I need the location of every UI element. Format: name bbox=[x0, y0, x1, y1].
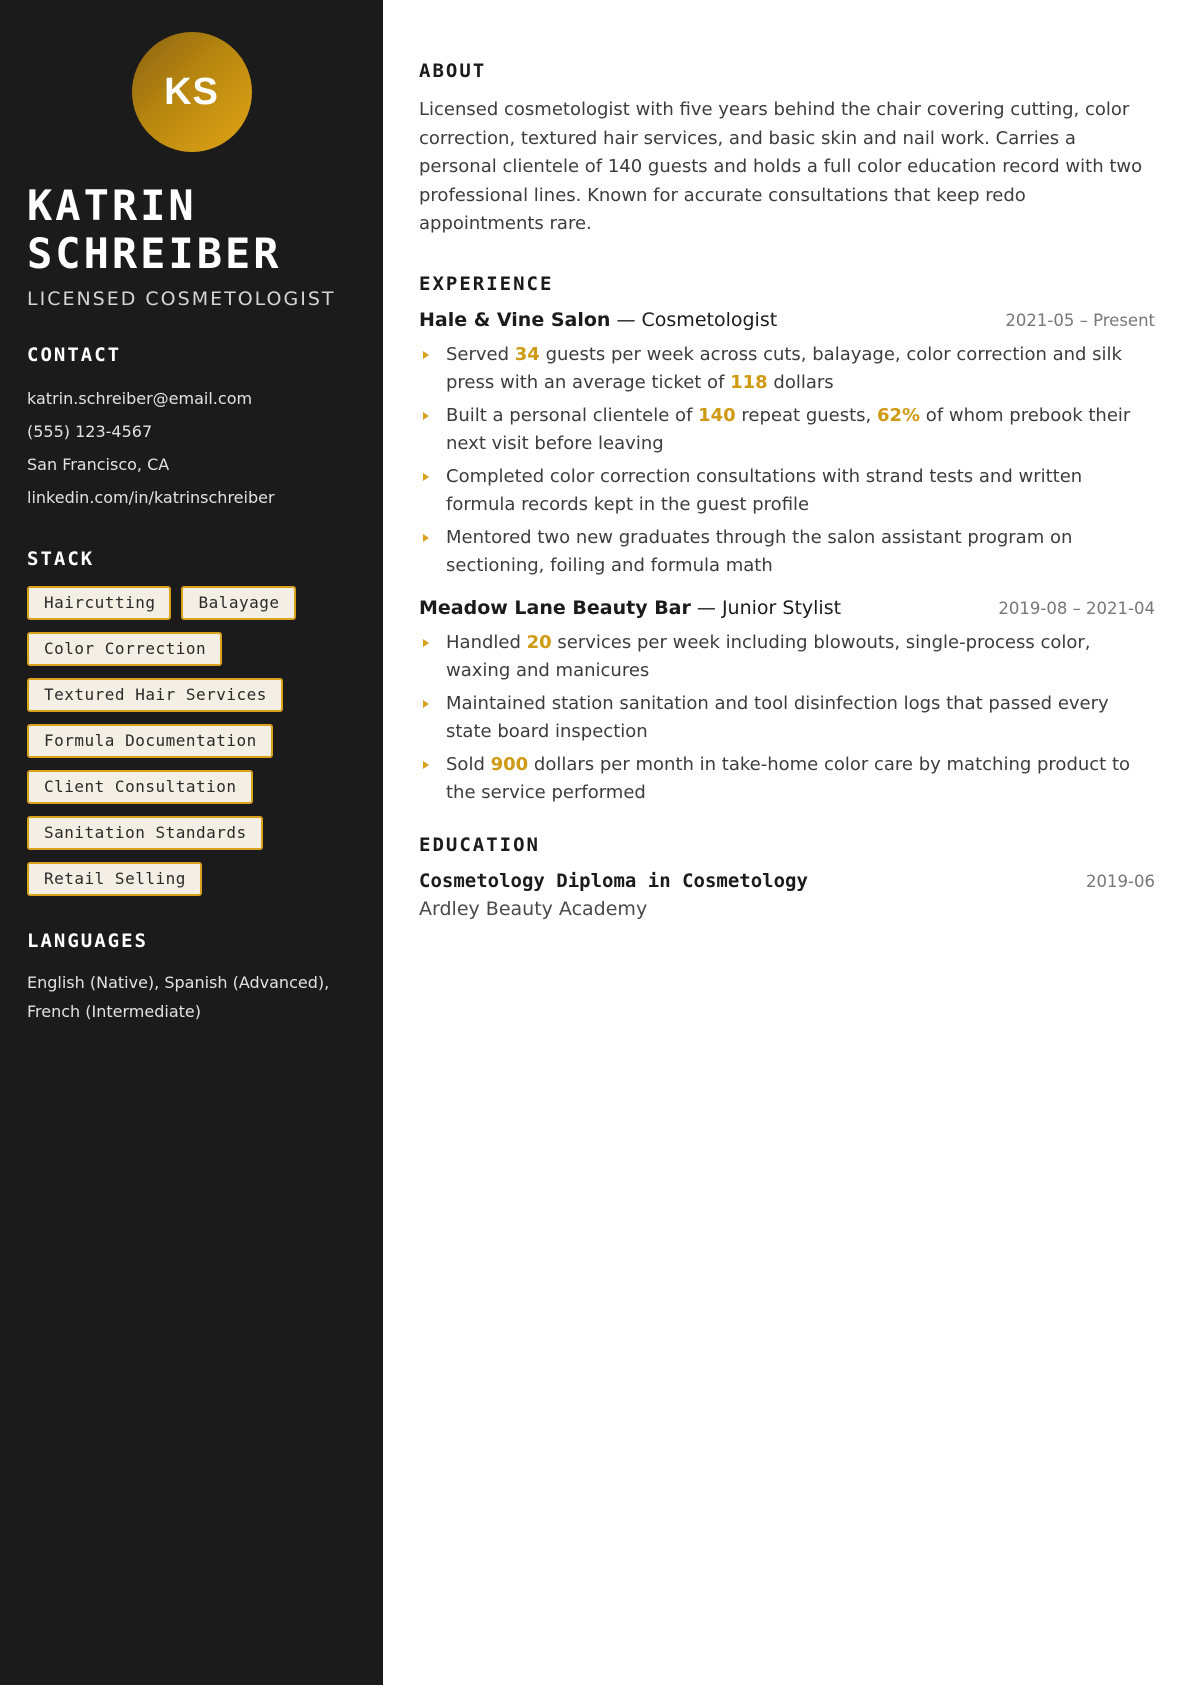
bullet-text: Built a personal clientele of bbox=[446, 404, 699, 426]
bullet-text: Mentored two new graduates through the salon assistant program on sectioning, foiling and formula math bbox=[446, 526, 1073, 576]
job-header bbox=[419, 309, 1155, 331]
education-degree: Cosmetology Diploma in Cosmetology bbox=[419, 869, 808, 892]
job-bullet bbox=[419, 463, 1155, 520]
bullet-arrow-icon bbox=[423, 351, 429, 359]
job-title bbox=[419, 309, 777, 331]
job-bullet bbox=[419, 629, 1155, 686]
skill-tags bbox=[27, 586, 356, 896]
languages-heading: LANGUAGES bbox=[27, 930, 148, 952]
education-header bbox=[419, 870, 1155, 892]
contact-location: San Francisco, CA bbox=[27, 455, 170, 474]
contact-linkedin[interactable]: linkedin.com/in/katrinschreiber bbox=[27, 488, 275, 507]
bullet-highlight: 900 bbox=[490, 753, 529, 775]
experience-heading: EXPERIENCE bbox=[419, 272, 554, 295]
bullet-arrow-icon bbox=[423, 534, 429, 542]
contact-heading: CONTACT bbox=[27, 344, 122, 366]
job-entry bbox=[419, 597, 1155, 808]
job-position: — Junior Stylist bbox=[690, 596, 842, 619]
bullet-text: Handled bbox=[446, 631, 527, 653]
avatar bbox=[132, 32, 252, 152]
bullet-text: Maintained station sanitation and tool disinfection logs that passed every state board inspection bbox=[446, 692, 1109, 742]
education-heading: EDUCATION bbox=[419, 833, 540, 856]
bullet-arrow-icon bbox=[423, 412, 429, 420]
bullet-text: of whom prebook their next visit before leaving bbox=[446, 404, 1131, 454]
name-line-last: SCHREIBER bbox=[27, 229, 282, 278]
bullet-highlight: 140 bbox=[698, 404, 736, 426]
bullet-text: Completed color correction consultations with strand tests and written formula records kept in the guest profile bbox=[446, 465, 1083, 515]
about-text: Licensed cosmetologist with five years behind the chair covering cutting, color correction, textured hair services, and basic skin and nail work. Carries a personal clientele of 140 guests and holds a full color education record with two professional lines. Known for accurate consultations that keep redo appointments rare. bbox=[419, 99, 1143, 234]
bullet-text: dollars bbox=[767, 372, 834, 393]
bullet-arrow-icon bbox=[423, 473, 429, 481]
skill-tag: Sanitation Standards bbox=[27, 816, 263, 850]
job-bullets bbox=[419, 341, 1155, 581]
job-header bbox=[419, 597, 1155, 619]
job-dates: 2021-05 – Present bbox=[1005, 310, 1155, 330]
job-bullet bbox=[419, 690, 1155, 747]
main-content bbox=[383, 0, 1191, 1685]
job-entry bbox=[419, 309, 1155, 581]
bullet-highlight: 62% bbox=[876, 404, 921, 426]
bullet-text: services per week including blowouts, single-process color, waxing and manicures bbox=[446, 631, 1091, 681]
bullet-arrow-icon bbox=[423, 639, 429, 647]
skill-tag: Haircutting bbox=[27, 586, 171, 620]
sidebar bbox=[0, 0, 383, 1685]
candidate-role: LICENSED COSMETOLOGIST bbox=[27, 288, 336, 310]
skill-tag: Balayage bbox=[181, 586, 295, 620]
job-bullet bbox=[419, 402, 1155, 459]
job-company: Hale & Vine Salon bbox=[419, 308, 611, 331]
skill-tag: Retail Selling bbox=[27, 862, 202, 896]
job-bullet bbox=[419, 341, 1155, 398]
skill-tag: Color Correction bbox=[27, 632, 222, 666]
skill-tag: Textured Hair Services bbox=[27, 678, 283, 712]
avatar-initials: KS bbox=[164, 70, 219, 113]
job-dates: 2019-08 – 2021-04 bbox=[998, 598, 1155, 618]
education-school: Ardley Beauty Academy bbox=[419, 897, 648, 920]
about-heading: ABOUT bbox=[419, 60, 487, 82]
contact-phone[interactable]: (555) 123-4567 bbox=[27, 422, 153, 441]
skill-tag: Client Consultation bbox=[27, 770, 253, 804]
bullet-text: repeat guests, bbox=[735, 404, 877, 426]
job-position: — Cosmetologist bbox=[610, 308, 778, 331]
bullet-highlight: 34 bbox=[514, 343, 540, 365]
bullet-text: guests per week across cuts, balayage, color correction and silk press with an average ticket of bbox=[446, 343, 1122, 393]
candidate-name bbox=[27, 182, 356, 278]
name-line-first: KATRIN bbox=[27, 181, 197, 230]
job-bullets bbox=[419, 629, 1155, 808]
job-bullet bbox=[419, 751, 1155, 808]
job-bullet bbox=[419, 524, 1155, 581]
bullet-arrow-icon bbox=[423, 761, 429, 769]
job-company: Meadow Lane Beauty Bar bbox=[419, 596, 691, 619]
bullet-text: dollars per month in take-home color care by matching product to the service performed bbox=[446, 753, 1131, 803]
bullet-arrow-icon bbox=[423, 700, 429, 708]
languages-text: English (Native), Spanish (Advanced), French (Intermediate) bbox=[27, 973, 330, 1021]
stack-heading: STACK bbox=[27, 548, 95, 570]
contact-email[interactable]: katrin.schreiber@email.com bbox=[27, 389, 253, 408]
bullet-highlight: 118 bbox=[730, 372, 768, 393]
bullet-highlight: 20 bbox=[526, 631, 552, 653]
job-title bbox=[419, 597, 841, 619]
bullet-text: Served bbox=[446, 343, 515, 365]
skill-tag: Formula Documentation bbox=[27, 724, 273, 758]
bullet-text: Sold bbox=[446, 753, 491, 775]
education-date: 2019-06 bbox=[1086, 871, 1155, 891]
